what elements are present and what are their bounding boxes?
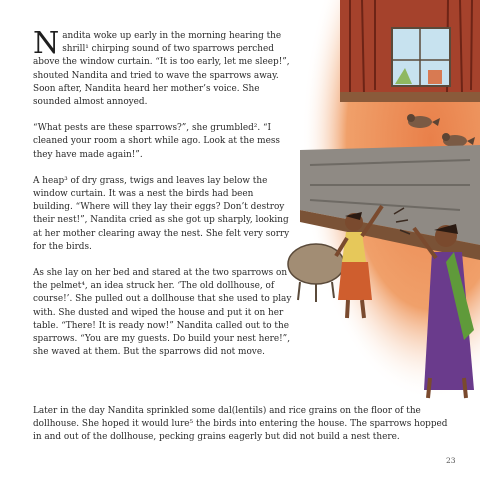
paragraph-5: Later in the day Nandita sprinkled some dal(lentils) and rice grains on the floor of the dollhouse. She hoped it would lure⁵ the birds into entering the house. The sparrows hopped in and out of the dollhouse, pecking grains eagerly but did not build a nest there.	[33, 406, 448, 443]
paragraph-2: “What pests are these sparrows?”, she grumbled². “I cleaned your room a short while ago. Look at the mess they have made again!”.	[33, 123, 280, 160]
window	[392, 28, 450, 86]
story-text-column	[33, 26, 295, 372]
story-bottom-paragraph	[33, 405, 453, 445]
paragraph-1	[33, 26, 295, 109]
page-number: 23	[446, 456, 456, 465]
paragraph-1-text: andita woke up early in the morning hearing the shrill¹ chirping sound of two sparrows perched above the window curtain. “It is too early, let me sleep!”, shouted Nandita and tried to wave the sparrows away. Soon after, Nandita heard her mother’s voice. She sounded almost annoyed.	[33, 31, 290, 108]
paragraph-4: As she lay on her bed and stared at the two sparrows on the pelmet⁴, an idea struck her. ‘The old dollhouse, of course!’. She pulled out a dollhouse that she used to play with. She dusted and wiped the house and put it on her table. “There! It is ready now!” Nandita called out to the sparrows. “You are my guests. Do build your nest here!”, she waved at them. But the sparrows did not move.	[33, 268, 292, 358]
paragraph-3: A heap³ of dry grass, twigs and leaves lay below the window curtain. It was a nest the birds had been building. “Where will they lay their eggs? Don’t destroy their nest!”, Nandita cried as she got up sharply, looking at her mother clearing away the nest. She felt very sorry for the birds.	[33, 175, 290, 252]
pelmet	[340, 92, 480, 102]
drop-cap: N	[33, 26, 60, 61]
